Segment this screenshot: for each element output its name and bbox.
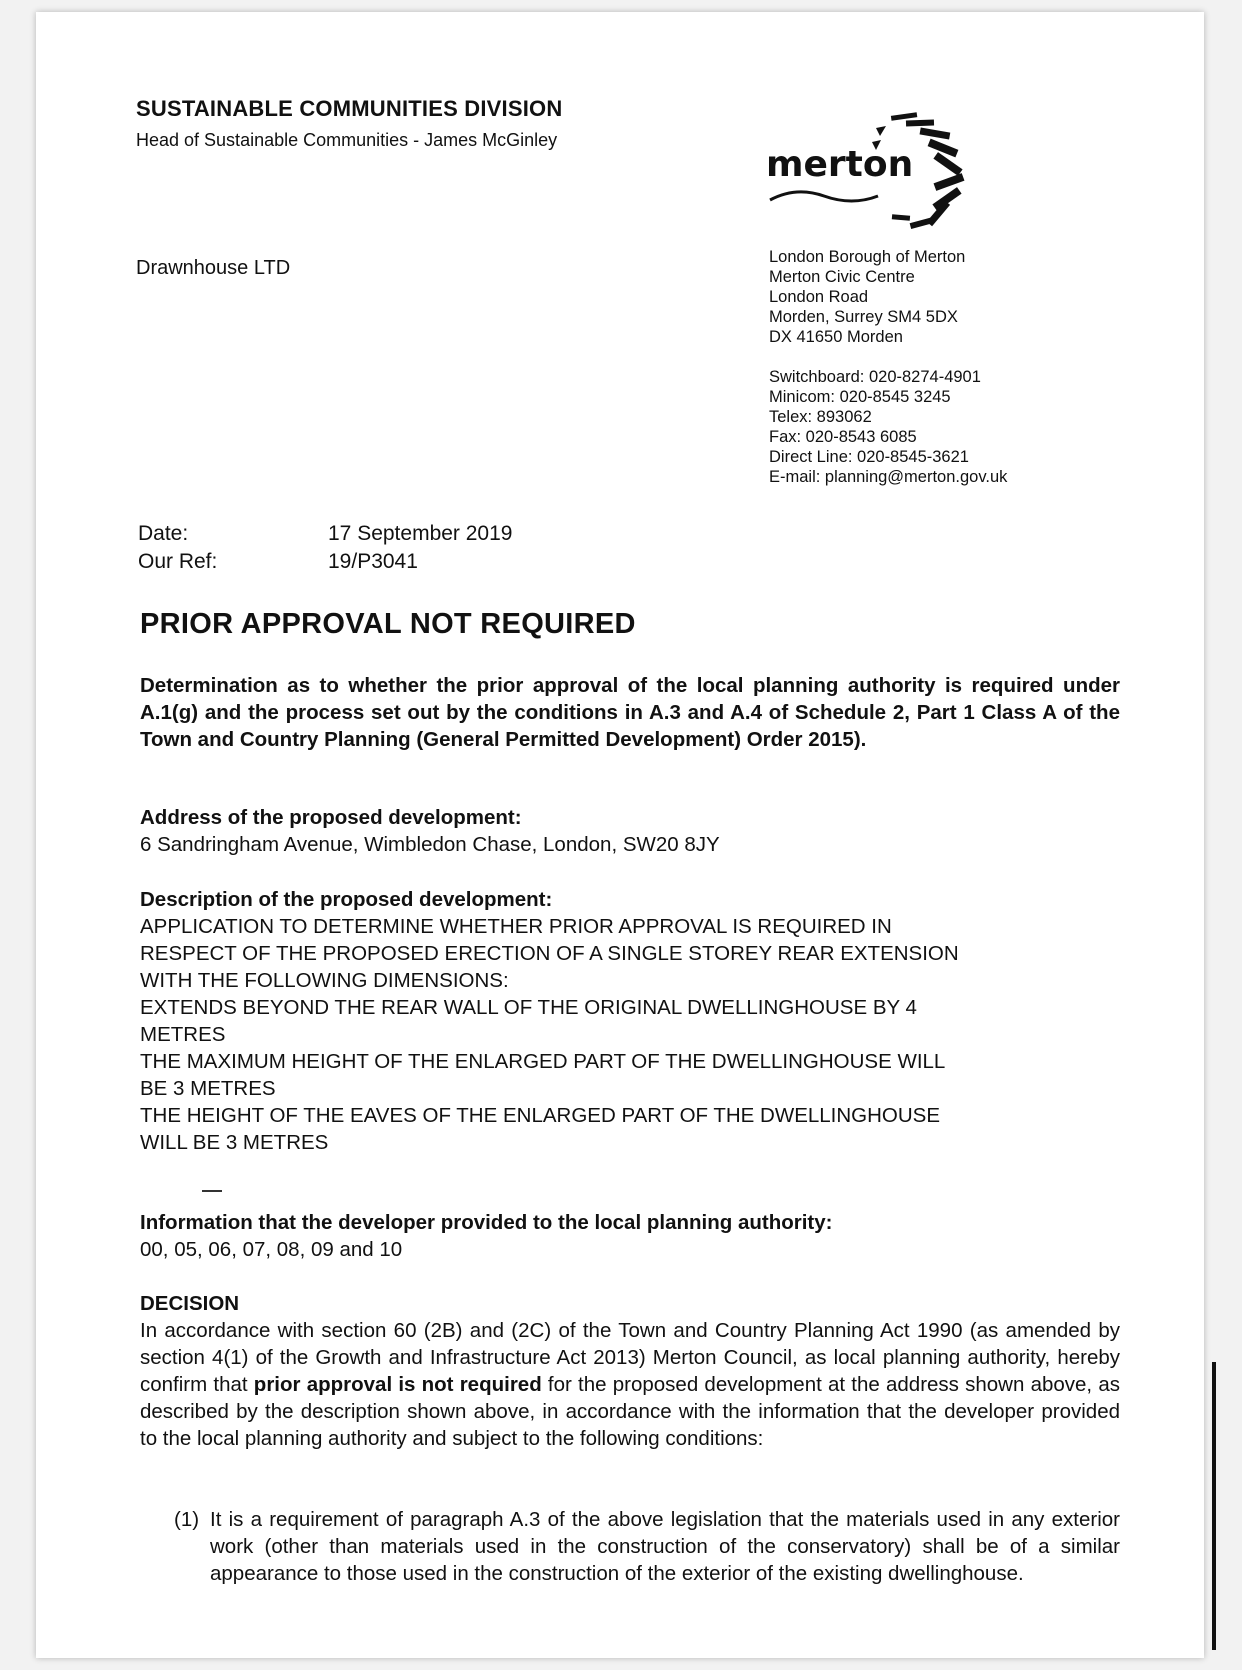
merton-logo bbox=[766, 100, 1026, 250]
decision-bold-phrase: prior approval is not required bbox=[253, 1373, 542, 1396]
letter-title: PRIOR APPROVAL NOT REQUIRED bbox=[140, 608, 636, 640]
contact-telex: Telex: 893062 bbox=[769, 408, 872, 426]
division-head-line: Head of Sustainable Communities - James McGinley bbox=[136, 130, 558, 150]
decision-section bbox=[140, 1290, 1120, 1452]
council-address bbox=[769, 247, 965, 347]
ref-label: Our Ref: bbox=[138, 550, 218, 573]
address-line: London Road bbox=[769, 288, 869, 306]
condition-text: It is a requirement of paragraph A.3 of the above legislation that the materials used in any exterior work (other than materials used in the construction of the conservatory) shall be of a similar appearance to those used in the construction of the exterior of the existing dwellinghouse. bbox=[210, 1508, 1120, 1585]
info-heading: Information that the developer provided to the local planning authority: bbox=[140, 1211, 833, 1234]
condition-number: (1) bbox=[174, 1508, 200, 1531]
division-heading: SUSTAINABLE COMMUNITIES DIVISION bbox=[136, 96, 563, 121]
scan-mark bbox=[202, 1190, 222, 1192]
address-line: DX 41650 Morden bbox=[769, 328, 903, 346]
ref-value: 19/P3041 bbox=[328, 550, 418, 573]
description-line: APPLICATION TO DETERMINE WHETHER PRIOR APPROVAL IS REQUIRED IN bbox=[140, 915, 892, 938]
description-line: BE 3 METRES bbox=[140, 1077, 276, 1100]
contact-details bbox=[769, 367, 1007, 487]
contact-email: E-mail: planning@merton.gov.uk bbox=[769, 468, 1008, 486]
description-line: THE MAXIMUM HEIGHT OF THE ENLARGED PART OF THE DWELLINGHOUSE WILL bbox=[140, 1050, 946, 1073]
decision-heading: DECISION bbox=[140, 1292, 240, 1315]
description-line: WITH THE FOLLOWING DIMENSIONS: bbox=[140, 969, 509, 992]
address-heading: Address of the proposed development: bbox=[140, 806, 522, 829]
contact-fax: Fax: 020-8543 6085 bbox=[769, 428, 917, 446]
address-section bbox=[140, 804, 1120, 858]
description-heading: Description of the proposed development: bbox=[140, 888, 553, 911]
info-section bbox=[140, 1209, 1120, 1263]
decision-text-part2: for the proposed development at the address shown above, as described by the description shown above, in accordance with the information that the developer provided to the local planning authority and subject to the following conditions: bbox=[140, 1373, 1120, 1450]
address-line: Morden, Surrey SM4 5DX bbox=[769, 308, 958, 326]
letter-meta bbox=[138, 520, 512, 576]
description-line: RESPECT OF THE PROPOSED ERECTION OF A SINGLE STOREY REAR EXTENSION bbox=[140, 942, 959, 965]
address-value: 6 Sandringham Avenue, Wimbledon Chase, London, SW20 8JY bbox=[140, 833, 720, 856]
contact-minicom: Minicom: 020-8545 3245 bbox=[769, 388, 951, 406]
description-line: METRES bbox=[140, 1023, 226, 1046]
info-value: 00, 05, 06, 07, 08, 09 and 10 bbox=[140, 1238, 403, 1261]
letter-page bbox=[36, 12, 1204, 1658]
condition-item bbox=[174, 1506, 1120, 1587]
decision-body bbox=[140, 1317, 1120, 1452]
address-line: London Borough of Merton bbox=[769, 248, 966, 266]
date-label: Date: bbox=[138, 522, 189, 545]
date-value: 17 September 2019 bbox=[328, 522, 513, 545]
recipient-name: Drawnhouse LTD bbox=[136, 257, 291, 279]
description-section bbox=[140, 886, 1120, 1156]
margin-rule bbox=[1212, 1362, 1216, 1650]
determination-paragraph: Determination as to whether the prior approval of the local planning authority is required under A.1(g) and the process set out by the conditions in A.3 and A.4 of Schedule 2, Part 1 Class A of the Town and Country Planning (General Permitted Development) Order 2015). bbox=[140, 674, 1120, 751]
contact-direct-line: Direct Line: 020-8545-3621 bbox=[769, 448, 969, 466]
svg-text:merton: merton bbox=[766, 144, 914, 185]
description-line: WILL BE 3 METRES bbox=[140, 1131, 329, 1154]
contact-switchboard: Switchboard: 020-8274-4901 bbox=[769, 368, 981, 386]
description-line: THE HEIGHT OF THE EAVES OF THE ENLARGED PART OF THE DWELLINGHOUSE bbox=[140, 1104, 941, 1127]
merton-spiral-logo-icon bbox=[766, 100, 1026, 250]
description-line: EXTENDS BEYOND THE REAR WALL OF THE ORIGINAL DWELLINGHOUSE BY 4 bbox=[140, 996, 917, 1019]
address-line: Merton Civic Centre bbox=[769, 268, 915, 286]
decision-text-part1: In accordance with section 60 (2B) and (2C) of the Town and Country Planning Act 1990 (as amended by section 4(1) of the Growth and Infrastructure Act 2013) Merton Council, as local planning authority, hereby confirm that bbox=[140, 1319, 1120, 1396]
